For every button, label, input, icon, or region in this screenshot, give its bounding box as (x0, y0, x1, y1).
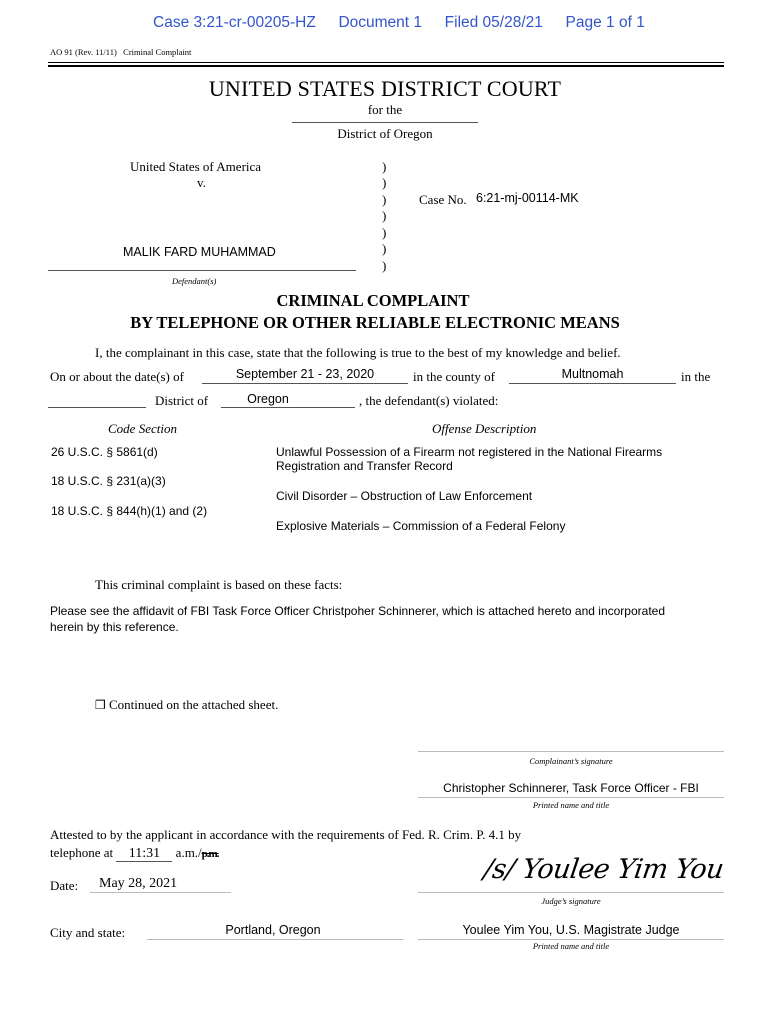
judge-signature-label: Judge’s signature (541, 896, 601, 906)
complainant-name: Christopher Schinnerer, Task Force Officer - FBI (443, 781, 699, 795)
header-rule-thick (48, 65, 724, 67)
county-label: in the county of (413, 369, 495, 384)
defendant-name: MALIK FARD MUHAMMAD (123, 245, 276, 259)
complainant-signature-rule (418, 751, 724, 752)
stamp-case: Case 3:21-cr-00205-HZ (153, 14, 316, 31)
paren: ) (382, 225, 387, 240)
offense-2: Civil Disorder – Obstruction of Law Enforcement (276, 489, 533, 503)
date-rule (90, 892, 231, 893)
paren: ) (382, 175, 387, 190)
in-the-label: in the (681, 369, 711, 384)
paren: ) (382, 208, 387, 223)
district-of-label: District of (155, 393, 209, 408)
statement-intro: I, the complainant in this case, state that the following is true to the best of my knowledge and belief. (95, 345, 621, 360)
paren: ) (382, 241, 387, 256)
district-top-rule (292, 122, 478, 123)
attestation-line1: Attested to by the applicant in accordance with the requirements of Fed. R. Crim. P. 4.1 by (50, 827, 522, 842)
facts-line1: Please see the affidavit of FBI Task Force Officer Christpoher Schinnerer, which is attached hereto and incorporated (50, 604, 665, 618)
code-section-2: 18 U.S.C. § 231(a)(3) (51, 474, 166, 488)
date-label: Date: (50, 878, 79, 893)
stamp-page: Page 1 of 1 (565, 14, 645, 31)
code-section-3: 18 U.S.C. § 844(h)(1) and (2) (51, 504, 208, 518)
county-rule (509, 383, 676, 384)
attestation-line2 (50, 845, 218, 862)
judge-signature-rule (418, 892, 724, 893)
district-value: Oregon (247, 392, 289, 406)
telephone-label: telephone at (50, 845, 114, 860)
court-title (0, 76, 770, 102)
ampm-label: a.m./ (175, 845, 202, 860)
header-rule (48, 62, 724, 63)
attestation-time: 11:31 (116, 847, 172, 862)
defendant-rule (48, 270, 356, 271)
complaint-subheading: BY TELEPHONE OR OTHER RELIABLE ELECTRONIC MEANS (130, 313, 620, 332)
case-no-label: Case No. (419, 192, 467, 207)
offense-description-header: Offense Description (432, 421, 537, 436)
complaint-heading: CRIMINAL COMPLAINT (276, 291, 470, 310)
county-value: Multnomah (561, 367, 624, 381)
plaintiff: United States of America (130, 159, 262, 174)
on-or-about-label: On or about the date(s) of (50, 369, 184, 384)
code-section-header: Code Section (108, 421, 177, 436)
date-value: May 28, 2021 (99, 876, 178, 891)
violated-label: , the defendant(s) violated: (359, 393, 499, 408)
district-blank-rule (48, 407, 146, 408)
continued-checkbox[interactable]: ❒ (95, 698, 106, 712)
judge-signature: /s/ Youlee Yim You (481, 854, 726, 885)
city-rule (147, 939, 403, 940)
dates-rule (202, 383, 408, 384)
form-id: AO 91 (Rev. 11/11) Criminal Complaint (50, 47, 192, 57)
district-rule (221, 407, 355, 408)
offense-1-line1: Unlawful Possession of a Firearm not registered in the National Firearms (276, 445, 663, 459)
defendant-label: Defendant(s) (172, 276, 217, 286)
paren: ) (382, 192, 387, 207)
continued-row (95, 697, 278, 713)
for-the: for the (367, 102, 403, 117)
versus: v. (197, 175, 206, 190)
offense-dates: September 21 - 23, 2020 (235, 367, 375, 381)
pm-struck: p.m. (201, 848, 219, 860)
stamp-document: Document 1 (338, 14, 423, 31)
facts-label: This criminal complaint is based on these facts: (95, 577, 343, 592)
court-title-text: UNITED STATES DISTRICT COURT (208, 76, 562, 101)
stamp-filed: Filed 05/28/21 (444, 14, 543, 31)
offense-3: Explosive Materials – Commission of a Federal Felony (276, 519, 566, 533)
judge-name: Youlee Yim You, U.S. Magistrate Judge (462, 923, 680, 937)
complainant-signature-label: Complainant’s signature (529, 756, 613, 766)
complainant-name-rule (418, 797, 724, 798)
offense-1-line2: Registration and Transfer Record (276, 459, 453, 473)
city-value: Portland, Oregon (225, 923, 321, 937)
facts-line2: herein by this reference. (50, 620, 179, 634)
paren: ) (382, 258, 387, 273)
city-label: City and state: (50, 925, 126, 940)
paren: ) (382, 159, 387, 174)
complainant-name-label: Printed name and title (532, 800, 610, 810)
code-section-1: 26 U.S.C. § 5861(d) (51, 445, 158, 459)
judge-name-label: Printed name and title (532, 941, 610, 951)
court-district: District of Oregon (337, 126, 433, 141)
continued-label: Continued on the attached sheet. (109, 697, 279, 712)
judge-name-rule (418, 939, 724, 940)
filing-stamp (153, 14, 645, 32)
case-no: 6:21-mj-00114-MK (476, 191, 579, 205)
